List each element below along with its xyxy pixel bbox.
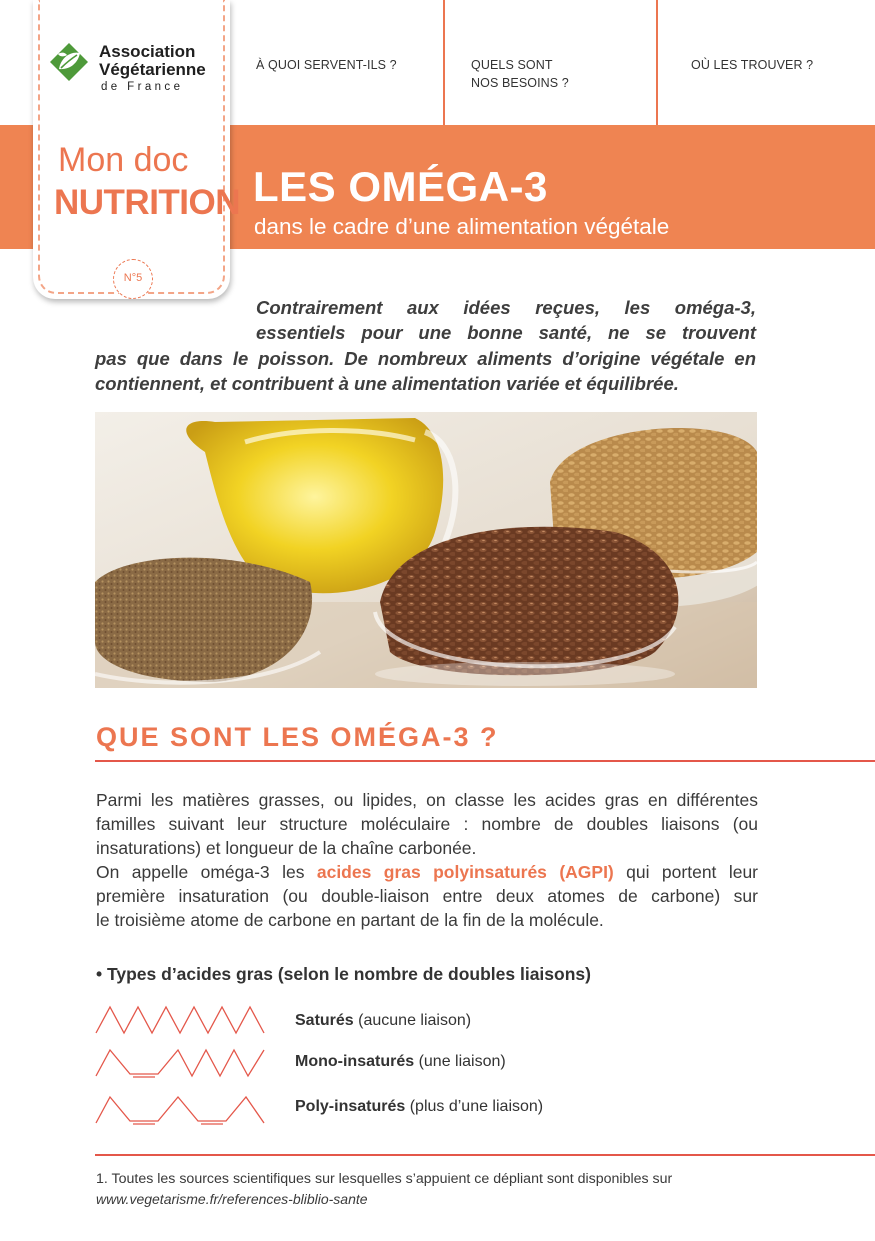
saturated-chain-icon	[95, 1003, 265, 1035]
page-subtitle: dans le cadre d’une alimentation végétale	[254, 214, 670, 239]
intro-line: Contrairement aux idées reçues, les oméga-3,	[256, 297, 756, 318]
brand-name-line3: de France	[101, 81, 184, 93]
type-name: Poly-insaturés	[295, 1098, 406, 1115]
nav-separator	[656, 0, 658, 125]
types-heading: • Types d’acides gras (selon le nombre de doubles liaisons)	[96, 964, 591, 984]
issue-number-badge: N°5	[113, 259, 153, 299]
footnote-text: 1. Toutes les sources scientifiques sur lesquelles s’appuient ce dépliant sont disponibles sur	[96, 1171, 673, 1187]
body-text: On appelle oméga-3 les	[96, 862, 317, 882]
linseed-oil-photo	[95, 412, 757, 688]
type-poly-unsaturated	[295, 1096, 543, 1118]
type-saturated	[295, 1010, 471, 1032]
nav-item-needs[interactable]: QUELS SONT NOS BESOINS ?	[471, 58, 569, 90]
type-name: Saturés	[295, 1012, 354, 1029]
footnote-divider	[95, 1154, 875, 1156]
body-text: qui portent leur	[613, 862, 759, 882]
intro-line: essentiels pour une bonne santé, ne se trouvent	[256, 322, 756, 343]
body-line: le troisième atome de carbone en partant de la fin de la molécule.	[96, 910, 604, 930]
type-name: Mono-insaturés	[295, 1053, 415, 1070]
body-line: insaturations) et longueur de la chaîne carbonée.	[96, 838, 477, 858]
type-desc: (une liaison)	[414, 1053, 506, 1070]
highlight-term: acides gras polyinsaturés (AGPI)	[316, 862, 614, 882]
type-desc: (plus d’une liaison)	[405, 1098, 544, 1115]
leaf-logo-icon	[49, 42, 89, 82]
body-line	[96, 860, 758, 884]
brand-name-line2: Végétarienne	[99, 60, 206, 79]
type-desc: (aucune liaison)	[353, 1012, 472, 1029]
brand-name-line1: Association	[99, 42, 196, 61]
body-line: familles suivant leur structure moléculaire : nombre de doubles liaisons (ou	[96, 814, 758, 834]
page-title: LES OMÉGA-3	[253, 163, 548, 210]
intro-line: pas que dans le poisson. De nombreux aliments d’origine végétale en	[95, 348, 756, 369]
doc-series-label: Mon doc	[58, 141, 189, 179]
body-line: Parmi les matières grasses, ou lipides, on classe les acides gras en différentes	[96, 790, 758, 810]
footnote-link[interactable]: www.vegetarisme.fr/references-bliblio-sante	[96, 1191, 368, 1207]
doc-series-title: NUTRITION	[54, 183, 241, 222]
nav-item-sources[interactable]: OÙ LES TROUVER ?	[691, 58, 814, 72]
section-heading: QUE SONT LES OMÉGA-3 ?	[96, 722, 499, 752]
body-line: première insaturation (ou double-liaison entre deux atomes de carbone) sur	[96, 886, 758, 906]
intro-line: contiennent, et contribuent à une alimentation variée et équilibrée.	[95, 373, 679, 394]
nav-item-uses[interactable]: À QUOI SERVENT-ILS ?	[256, 58, 397, 72]
poly-unsaturated-chain-icon	[95, 1093, 265, 1125]
section-divider	[95, 760, 875, 762]
top-nav	[228, 0, 875, 125]
mono-unsaturated-chain-icon	[95, 1046, 265, 1078]
nav-separator	[443, 0, 445, 125]
type-mono-unsaturated	[295, 1051, 506, 1073]
